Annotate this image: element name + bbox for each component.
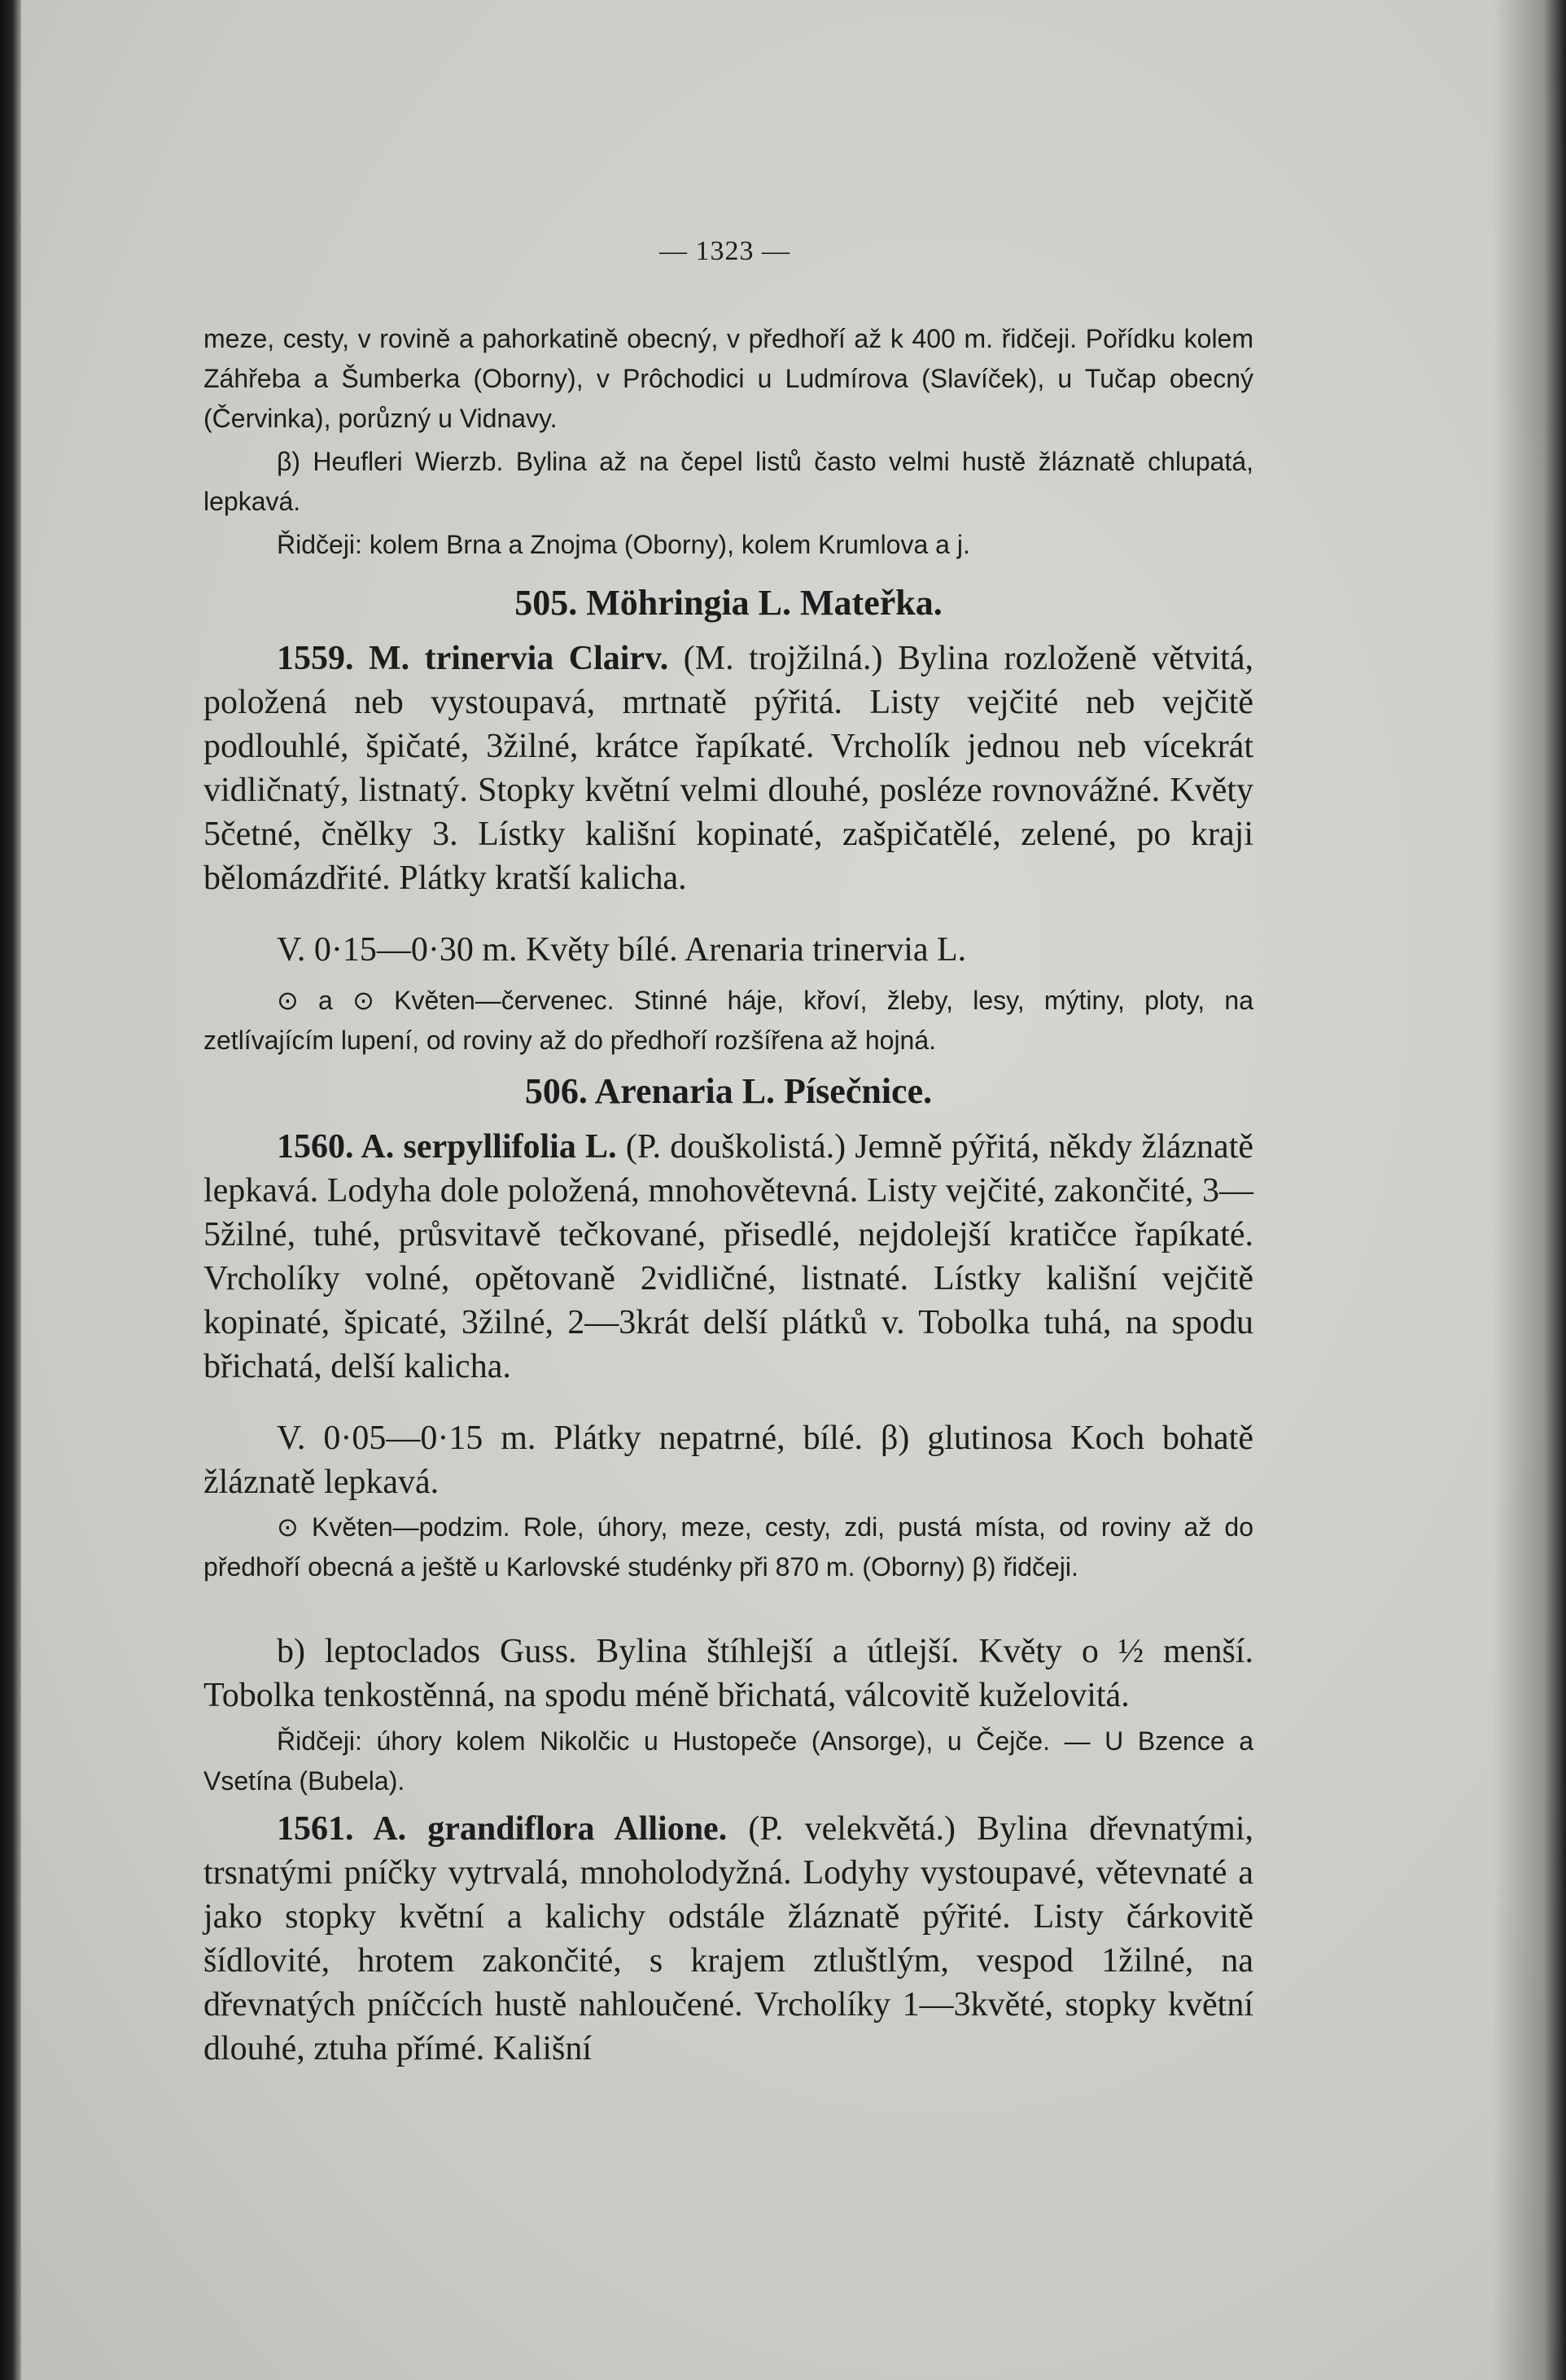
page-number: — 1323 — — [659, 236, 790, 266]
species-1559-title: 1559. M. trinervia Clairv. — [277, 640, 669, 677]
species-1561-description: (P. velekvětá.) Bylina dřevnatými, trsnatými pníčky vytrvalá, mnoholodyžná. Lodyhy vystoupavé, větevnaté a jako stopky květní a kalichy odstále žláznatě pýřité. Listy čárkovitě šídlovité, hrotem zakončité, s krajem ztluštlým, vespod 1žilné, na dřevnatých pníčcích hustě nahloučené. Vrcholíky 1—3květé, stopky květní dlouhé, ztuha přímé. Kališní — [203, 1810, 1254, 2067]
variety-b-leptoclados: b) leptoclados Guss. Bylina štíhlejší a útlejší. Květy o ½ menší. Tobolka tenkostěnná, na spodu méně břichatá, válcovitě kuželovitá. — [203, 1633, 1253, 1714]
species-1560-title: 1560. A. serpyllifolia L. — [277, 1128, 617, 1166]
book-spine-shadow — [0, 0, 21, 2380]
genus-heading-arenaria: 506. Arenaria L. Písečnice. — [524, 1071, 933, 1111]
page-edge-shadow — [1493, 0, 1566, 2380]
species-1560-description: (P. douškolistá.) Jemně pýřitá, někdy žláznatě lepkavá. Lodyha dole položená, mnohovětevná. Listy vejčité, zakončité, 3—5žilné, tuhé, průsvitavě tečkované, přisedlé, nejdolejší kratičce řapíkaté. Vrcholíky volné, opětovaně 2vidličné, listnaté. Lístky kališní vejčitě kopinaté, špicaté, 3žilné, 2—3krát delší plátků v. Tobolka tuhá, na spodu břichatá, delší kalicha. — [203, 1128, 1253, 1385]
variety-b-habitat: Řidčeji: úhory kolem Nikolčic u Hustopeče (Ansorge), u Čejče. — U Bzence a Vsetína (Bubela). — [203, 1726, 1253, 1796]
species-1560-habitat: ⊙ Květen—podzim. Role, úhory, meze, cesty, zdi, pustá místa, od roviny až do předhoří obecná a ještě u Karlovské studénky při 870 m. (Oborny) β) řidčeji. — [203, 1512, 1253, 1582]
species-1559-description: (M. trojžilná.) Bylina rozloženě větvitá, položená neb vystoupavá, mrtnatě pýřitá. Listy vejčité neb vejčitě podlouhlé, špičaté, 3žilné, krátce řapíkaté. Vrcholík jednou neb vícekrát vidličnatý, listnatý. Stopky květní velmi dlouhé, posléze rovnovážné. Květy 5četné, čnělky 3. Lístky kališní kopinaté, zašpičatělé, zelené, po kraji bělomázdřité. Plátky kratší kalicha. — [203, 640, 1253, 897]
paragraph-variety-beta: β) Heufleri Wierzb. Bylina až na čepel listů často velmi hustě žláznatě chlupatá, lepkavá. — [203, 447, 1253, 516]
species-1559-size: V. 0·15—0·30 m. Květy bílé. Arenaria trinervia L. — [277, 931, 967, 969]
species-1559-habitat: ⊙ a ⊙ Květen—červenec. Stinné háje, křoví, žleby, lesy, mýtiny, ploty, na zetlívajícím lupení, od roviny až do předhoří rozšířena až hojná. — [203, 986, 1253, 1055]
species-1560-size: V. 0·05—0·15 m. Plátky nepatrné, bílé. β) glutinosa Koch bohatě žláznatě lepkavá. — [203, 1420, 1253, 1501]
species-1561 — [203, 1807, 1253, 2071]
species-1559 — [203, 637, 1253, 900]
species-1560 — [203, 1125, 1253, 1389]
paragraph-rarer: Řidčeji: kolem Brna a Znojma (Oborny), kolem Krumlova a j. — [277, 530, 970, 559]
genus-heading-mohringia: 505. Möhringia L. Mateřka. — [514, 583, 943, 623]
species-1561-title: 1561. A. grandiflora Allione. — [277, 1810, 728, 1848]
paragraph-distribution: meze, cesty, v rovině a pahorkatině obecný, v předhoří až k 400 m. řidčeji. Pořídku kolem Záhřeba a Šumberka (Oborny), v Prôchodici u Ludmírova (Slavíček), u Tučap obecný (Červinka), porůzný u Vidnavy. — [203, 324, 1253, 433]
